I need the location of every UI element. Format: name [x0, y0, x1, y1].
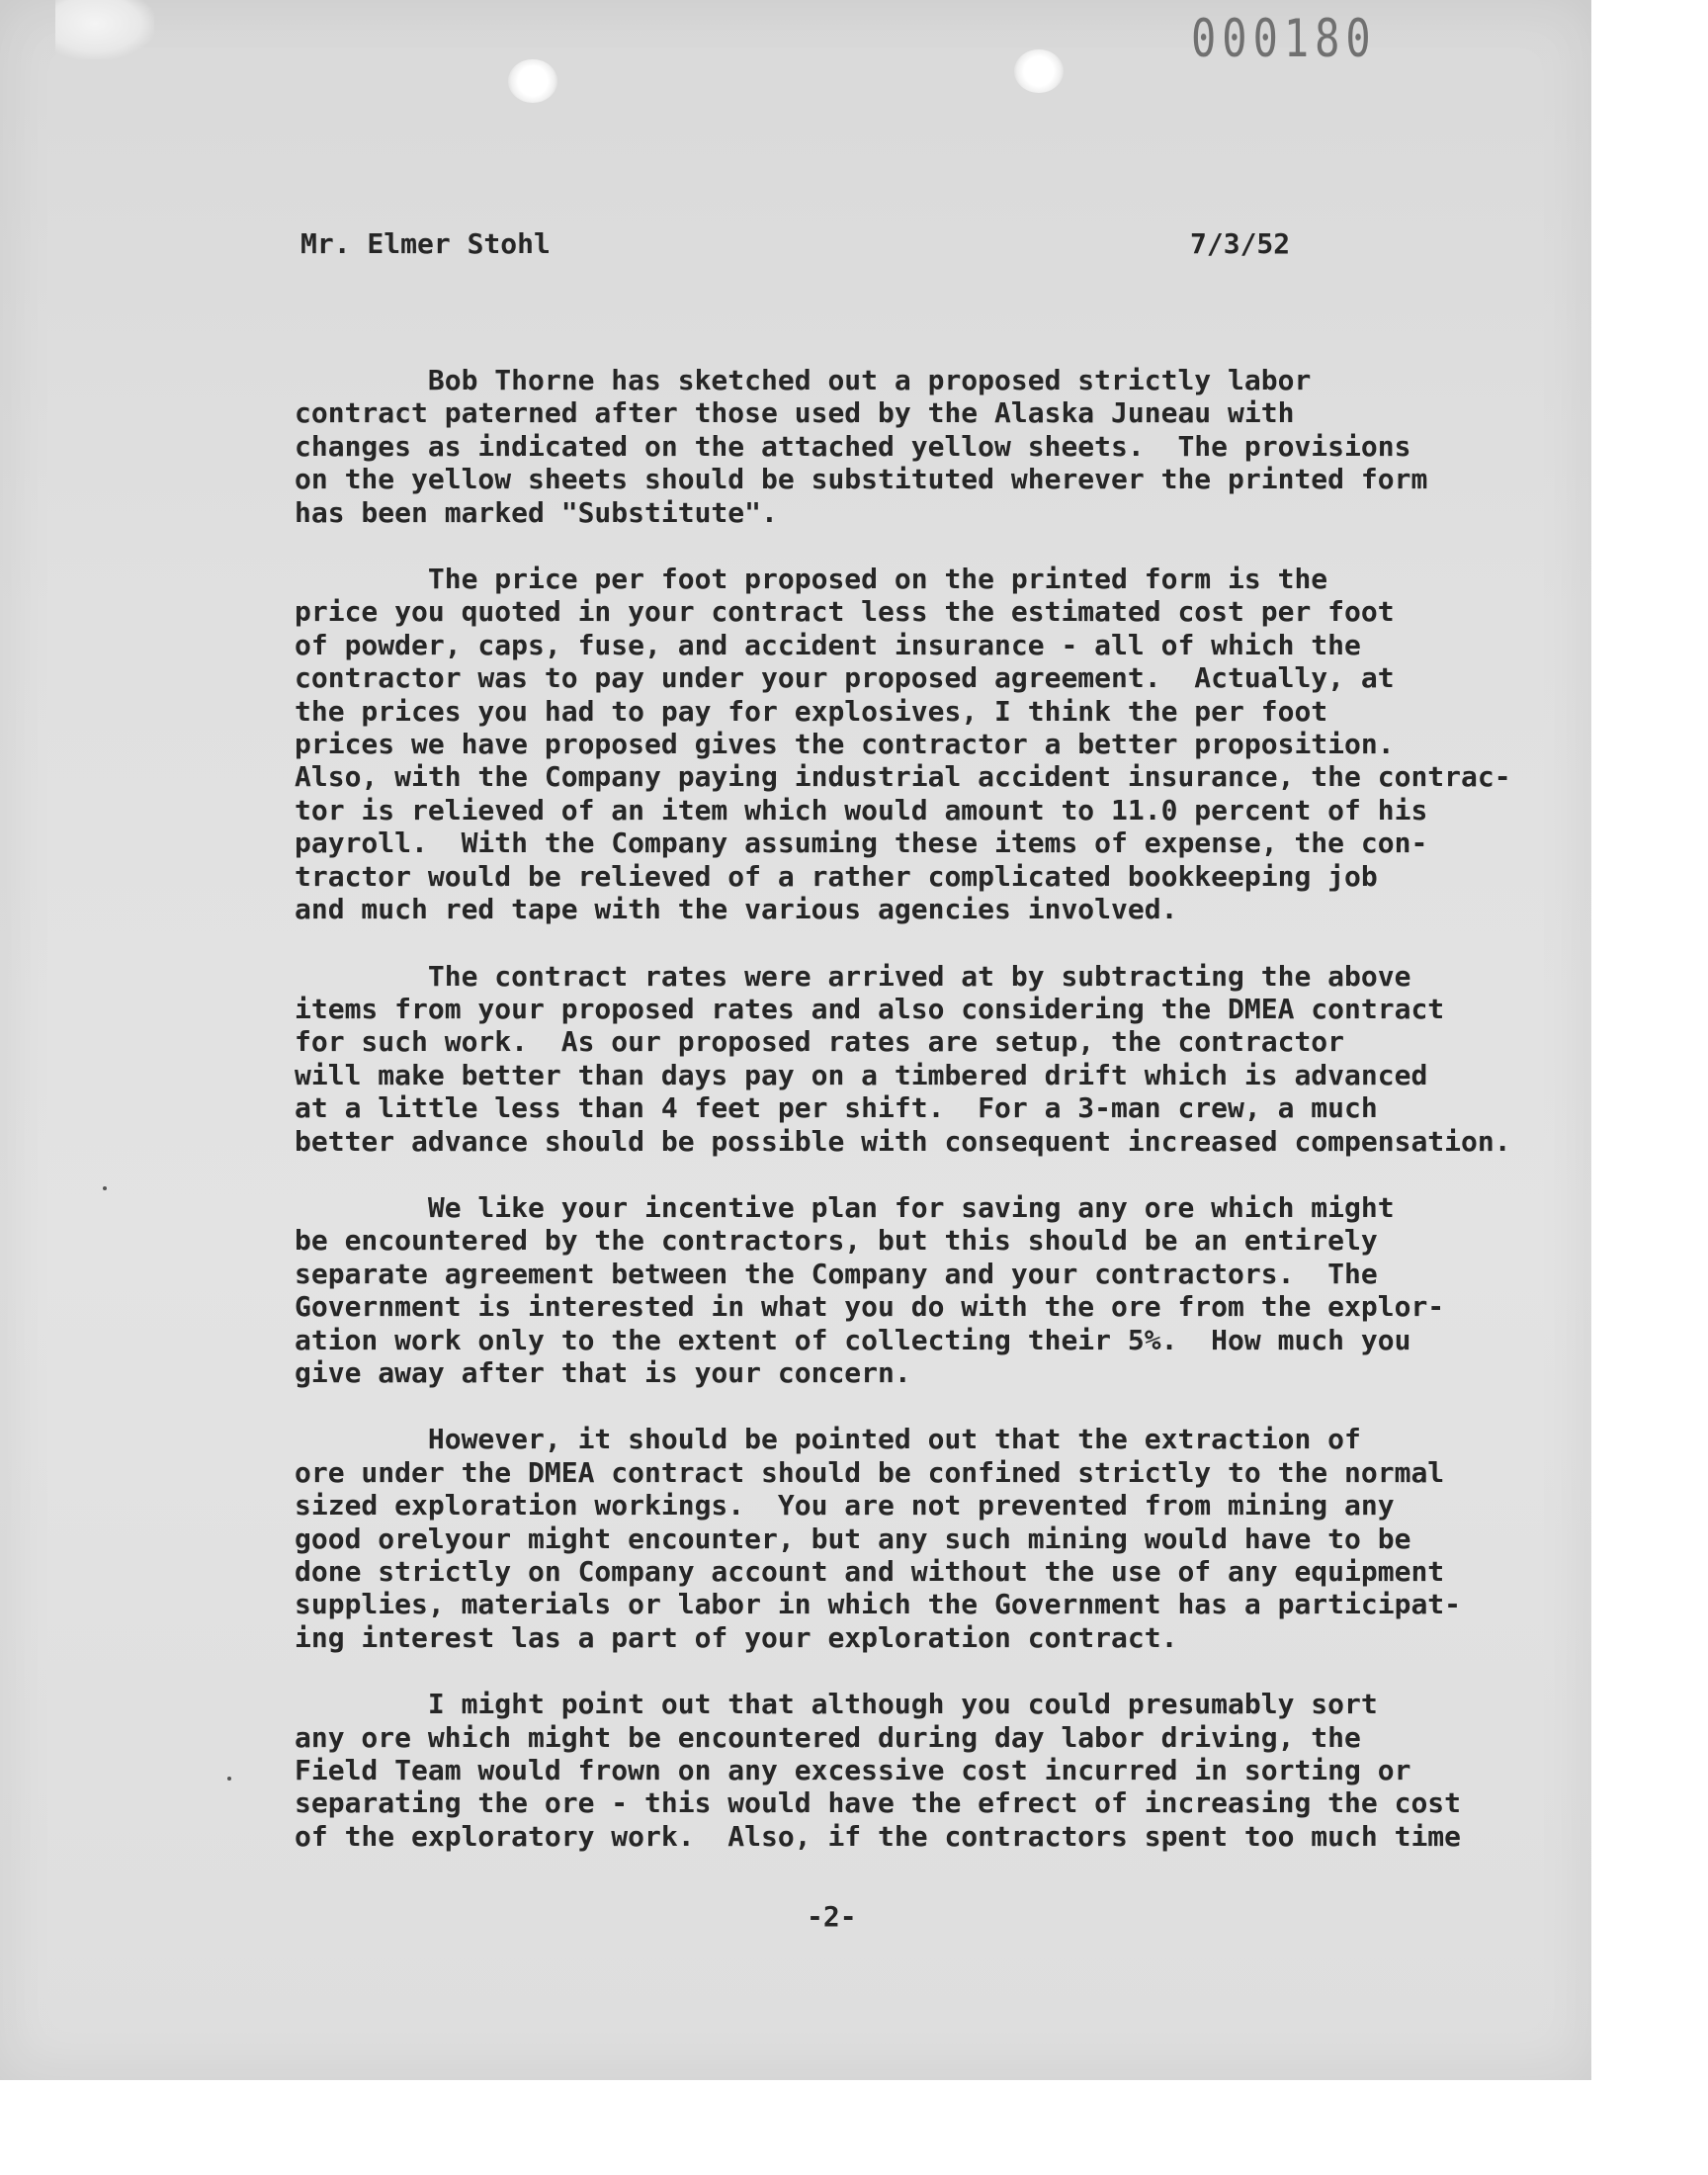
- paragraph-5: However, it should be pointed out that the extraction of ore under the DMEA contract should be confined strictly to the normal sized exploration workings. You are not prevented from mining any good orelyour might encounter, but any such mining would have to be done strictly on Company account and without the use of any equipment supplies, materials or labor in which the Government has a participat- ing interest las a part of your exploration contract.: [295, 1423, 1462, 1654]
- punch-hole-left: [508, 59, 557, 103]
- dust-speck: [103, 1186, 107, 1190]
- dust-speck: [227, 1777, 231, 1781]
- punch-hole-right: [1014, 49, 1064, 93]
- document-stamp-number: 000180: [1191, 8, 1377, 69]
- letter-header: [295, 227, 1520, 267]
- addressee: Mr. Elmer Stohl: [300, 227, 551, 260]
- page-number: -2-: [807, 1900, 857, 1933]
- paragraph-2: The price per foot proposed on the printed form is the price you quoted in your contract less the estimated cost per foot of powder, caps, fuse, and accident insurance - all of which the contractor was to pay under your proposed agreement. Actually, at the prices you had to pay for explosives, I think the per foot prices we have proposed gives the contractor a better proposition. Also, with the Company paying industrial accident insurance, the contrac- tor is relieved of an item which would amount to 11.0 percent of his payroll. With the Company assuming these items of expense, the con- tractor would be relieved of a rather complicated bookkeeping job and much red tape with the various agencies involved.: [295, 563, 1511, 926]
- paragraph-3: The contract rates were arrived at by subtracting the above items from your proposed rates and also considering the DMEA contract for such work. As our proposed rates are setup, the contractor will make better than days pay on a timbered drift which is advanced at a little less than 4 feet per shift. For a 3-man crew, a much better advance should be possible with consequent increased compensation.: [295, 959, 1511, 1158]
- letter-date: 7/3/52: [1190, 227, 1291, 260]
- paragraph-6: I might point out that although you could presumably sort any ore which might be encountered during day labor driving, the Field Team would frown on any excessive cost incurred in sorting or separating the ore - this would have the efrect of increasing the cost of the exploratory work. Also, if the contractors spent too much time: [295, 1688, 1462, 1853]
- folded-corner: [55, 0, 154, 59]
- paragraph-4: We like your incentive plan for saving any ore which might be encountered by the contractors, but this should be an entirely separate agreement between the Company and your contractors. The Government is interested in what you do with the ore from the explor- ation work only to the extent of collecting their 5%. How much you give away after that is your concern.: [295, 1190, 1445, 1389]
- paragraph-1: Bob Thorne has sketched out a proposed strictly labor contract paterned after those used by the Alaska Juneau with changes as indicated on the attached yellow sheets. The provisions on the yellow sheets should be substituted wherever the printed form has been marked "Substitute".: [295, 364, 1428, 529]
- letter-body: [295, 227, 1520, 1886]
